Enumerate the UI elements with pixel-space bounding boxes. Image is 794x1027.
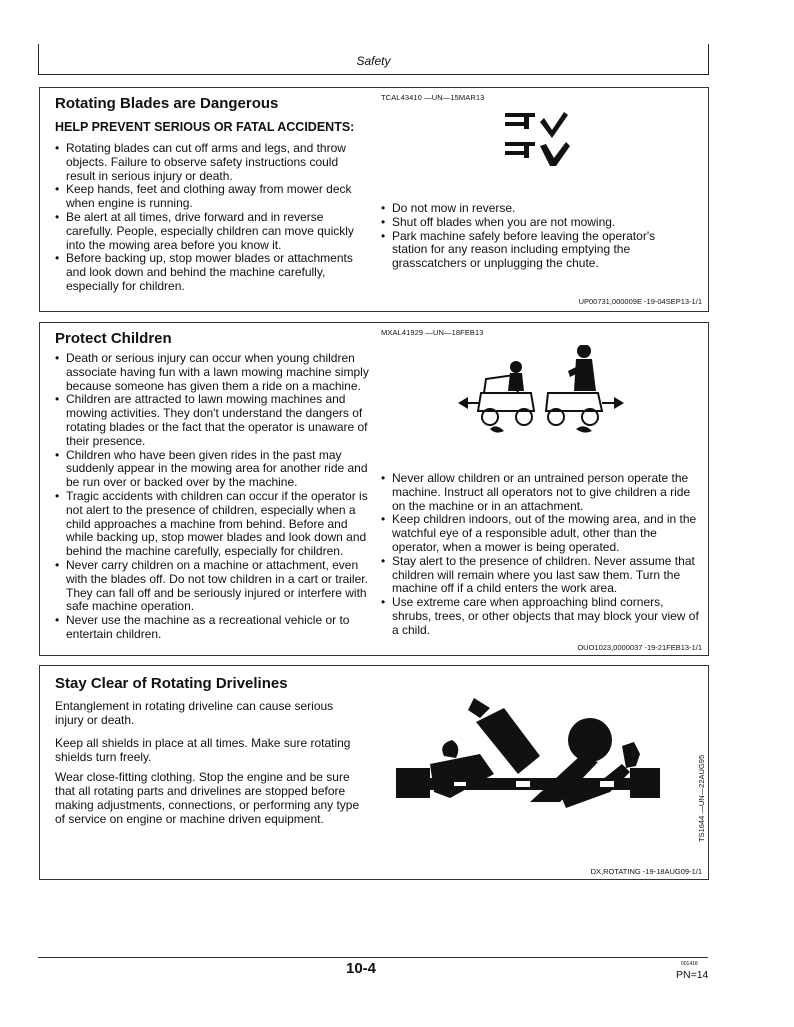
list-item: • Tragic accidents with children can occur if the operator is not alert to the presence of children, especially when a child approaches a machine from behind. Before and while backing up, stop mower blades and look down and behind the machine carefully, especially for children. [55, 490, 370, 559]
list-item: • Stay alert to the presence of children. Never assume that children will remain where you last saw them. Turn the machine off if a child enters the work area. [381, 555, 703, 596]
paragraph: Wear close-fitting clothing. Stop the engine and be sure that all rotating parts and drivelines are stopped before making adjustments, connections, or performing any type of service on engine or machine driven equipment. [55, 770, 360, 826]
list-item: • Never use the machine as a recreational vehicle or to entertain children. [55, 614, 370, 642]
section-protect-children [39, 322, 709, 656]
footer-small-code: 001418 [681, 961, 698, 967]
blade-hazard-icon [502, 108, 584, 174]
driveline-entanglement-icon [390, 684, 672, 824]
figure-code: MXAL41929 —UN—18FEB13 [381, 328, 484, 337]
reference-code: DX,ROTATING -19-18AUG09-1/1 [590, 867, 702, 876]
list-item: • Keep hands, feet and clothing away from mower deck when engine is running. [55, 183, 370, 211]
section-title: Protect Children [55, 330, 172, 347]
section-title: Stay Clear of Rotating Drivelines [55, 675, 288, 692]
left-bullet-list [55, 142, 370, 294]
list-item: • Use extreme care when approaching blind corners, shrubs, trees, or other objects that may block your view of a child. [381, 596, 703, 637]
list-item: • Children who have been given rides in the past may suddenly appear in the mowing area for another ride and be run over or backed over by the machine. [55, 449, 370, 490]
list-item: • Death or serious injury can occur when young children associate having fun with a lawn mowing machine simply because someone has given them a ride on a machine. [55, 352, 370, 393]
list-item: • Before backing up, stop mower blades or attachments and look down and behind the machine carefully, especially for children. [55, 252, 370, 293]
list-item: • Be alert at all times, drive forward and in reverse carefully. People, especially children can move quickly into the mowing area before you know it. [55, 211, 370, 252]
section-rotating-drivelines [39, 665, 709, 880]
figure-code: TCAL43410 —UN—15MAR13 [381, 93, 485, 102]
list-item: • Keep children indoors, out of the mowing area, and in the watchful eye of a responsible adult, other than the operator, when a mower is being operated. [381, 513, 703, 554]
paragraph: Keep all shields in place at all times. Make sure rotating shields turn freely. [55, 736, 351, 764]
list-item: • Children are attracted to lawn mowing machines and mowing activities. They don't understand the dangers of rotating blades or the fact that the operator is unaware of their presence. [55, 393, 370, 448]
paragraph: Entanglement in rotating driveline can cause serious injury or death. [55, 699, 334, 727]
section-subheading: HELP PREVENT SERIOUS OR FATAL ACCIDENTS: [55, 120, 355, 134]
list-item: • Shut off blades when you are not mowing. [381, 216, 681, 230]
child-mower-hazard-icon [456, 345, 626, 437]
right-bullet-list [381, 202, 681, 271]
footer-rule [38, 957, 708, 958]
figure-code: TS1644 —UN—22AUG95 [697, 754, 706, 842]
section-title: Rotating Blades are Dangerous [55, 95, 279, 112]
running-header-title: Safety [356, 54, 391, 68]
list-item: • Never carry children on a machine or attachment, even with the blades off. Do not tow children in a cart or trailer. They can fall off and be seriously injured or interfere with safe machine operation. [55, 559, 370, 614]
reference-code: OUO1023,0000037 -19-21FEB13-1/1 [577, 643, 702, 652]
section-rotating-blades [39, 87, 709, 312]
reference-code: UP00731,000009E -19-04SEP13-1/1 [578, 297, 702, 306]
header-bottom-rule [38, 74, 709, 75]
list-item: • Do not mow in reverse. [381, 202, 681, 216]
list-item: • Rotating blades can cut off arms and legs, and throw objects. Failure to observe safety instructions could result in serious injury or death. [55, 142, 370, 183]
left-bullet-list [55, 352, 370, 642]
list-item: • Never allow children or an untrained person operate the machine. Instruct all operators not to give children a ride on the machine or in an attachment. [381, 472, 703, 513]
list-item: • Park machine safely before leaving the operator's station for any reason including emptying the grasscatchers or unplugging the chute. [381, 230, 681, 271]
page-number: 10-4 [346, 960, 377, 977]
pn-label: PN=14 [676, 969, 709, 981]
right-bullet-list [381, 472, 703, 638]
